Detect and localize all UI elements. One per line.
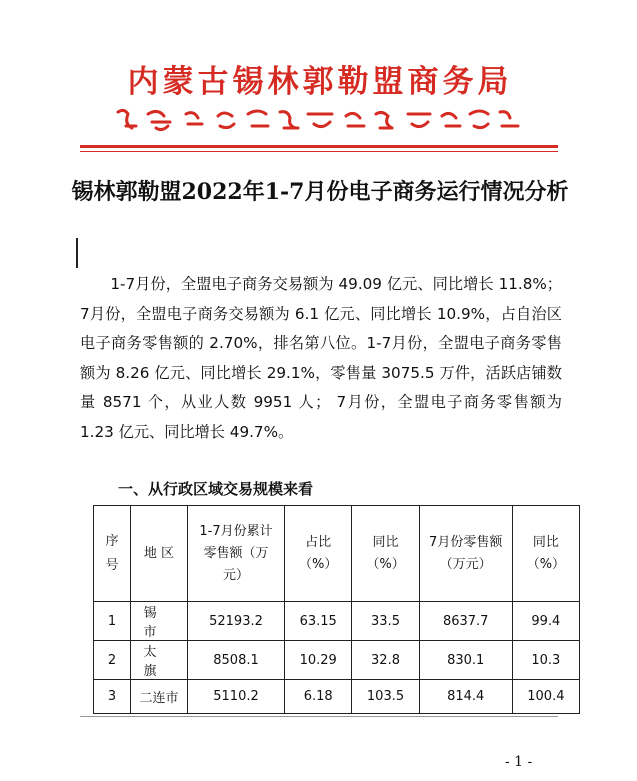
document-title: 锡林郭勒盟2022年1-7月份电子商务运行情况分析: [71, 179, 569, 205]
header-july: 7月份零售额（万元）: [419, 506, 512, 602]
cell-cumulative: 8508.1: [188, 641, 285, 680]
cell-no: 3: [94, 680, 131, 714]
table-row: [94, 602, 580, 641]
cell-yoy: 32.8: [352, 641, 419, 680]
header-no: 序号: [94, 506, 131, 602]
cell-july: 830.1: [419, 641, 512, 680]
cell-july: 814.4: [419, 680, 512, 714]
cell-no: 2: [94, 641, 131, 680]
footer-rule: [80, 716, 558, 717]
cell-yoy: 33.5: [352, 602, 419, 641]
table-row: [94, 641, 580, 680]
cell-cumulative: 5110.2: [188, 680, 285, 714]
cell-no: 1: [94, 602, 131, 641]
page-number: - 1 -: [505, 754, 533, 770]
header-july-yoy: 同比（%）: [512, 506, 579, 602]
organization-name: 内蒙古锡林郭勒盟商务局: [127, 64, 513, 100]
body-paragraph: 1-7月份，全盟电子商务交易额为 49.09 亿元、同比增长 11.8%；7月份，全盟电子商务交易额为 6.1 亿元、同比增长 10.9%，占自治区电子商务零售额的 2.70%，排名第八位。1-7月份，全盟电子商务零售额为 8.26 亿元、同比增长 29.1%，零售量 3075.5 万件，活跃店铺数量 8571 个，从业人数 9951 人； 7月份，全盟电子商务零售额为 1.23 亿元、同比增长 49.7%。: [80, 275, 562, 441]
table-row: [94, 680, 580, 714]
cell-region: 太旗: [131, 641, 188, 680]
text-cursor: [76, 238, 78, 268]
cell-share: 6.18: [285, 680, 352, 714]
cell-share: 10.29: [285, 641, 352, 680]
header-share: 占比（%）: [285, 506, 352, 602]
mongolian-script-logo: [108, 104, 528, 134]
cell-region: 锡市: [131, 602, 188, 641]
cell-july: 8637.7: [419, 602, 512, 641]
cell-cumulative: 52193.2: [188, 602, 285, 641]
table-header-row: [94, 506, 580, 602]
cell-share: 63.15: [285, 602, 352, 641]
header-rule-thick: [80, 145, 558, 148]
header-rule-thin: [80, 151, 558, 152]
header-region: 地 区: [131, 506, 188, 602]
cell-region: 二连市: [131, 680, 188, 714]
cell-july-yoy: 10.3: [512, 641, 579, 680]
retail-table: [93, 505, 580, 714]
header-cumulative: 1-7月份累计零售额（万元）: [188, 506, 285, 602]
cell-yoy: 103.5: [352, 680, 419, 714]
cell-july-yoy: 100.4: [512, 680, 579, 714]
cell-july-yoy: 99.4: [512, 602, 579, 641]
section-heading: 一、从行政区域交易规模来看: [118, 480, 314, 498]
header-yoy: 同比（%）: [352, 506, 419, 602]
